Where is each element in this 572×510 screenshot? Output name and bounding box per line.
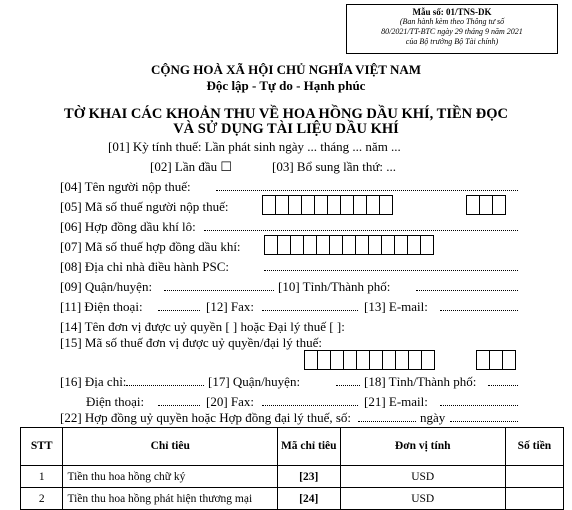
nation-heading: CỘNG HOÀ XÃ HỘI CHỦ NGHĨA VIỆT NAM (150, 62, 422, 77)
agent-province-input[interactable] (488, 376, 518, 386)
motto: Độc lập - Tự do - Hạnh phúc (206, 78, 366, 93)
supplement-field: [03] Bổ sung lần thứ: ... (272, 159, 397, 174)
district-input[interactable] (164, 281, 274, 291)
taxpayer-tin-boxes[interactable] (262, 195, 392, 215)
province-label: [10] Tỉnh/Thành phố: (278, 279, 391, 294)
province-input[interactable] (416, 281, 518, 291)
table-row (21, 488, 564, 510)
row-amount[interactable] (505, 488, 563, 510)
row-amount[interactable] (505, 466, 563, 488)
oil-contract-block-label: [06] Hợp đồng dầu khí lô: (60, 219, 196, 234)
agent-tin-suffix-boxes[interactable] (476, 350, 515, 370)
email-input[interactable] (440, 301, 518, 311)
first-time-checkbox[interactable]: [02] Lần đầu ☐ (150, 159, 233, 174)
fax-label: [12] Fax: (206, 299, 255, 314)
table-header-row (21, 428, 564, 466)
psc-address-label: [08] Địa chỉ nhà điều hành PSC: (60, 259, 229, 274)
fax-input[interactable] (262, 301, 358, 311)
row-stt: 2 (21, 488, 63, 510)
agent-address-input[interactable] (126, 376, 204, 386)
form-note-line3: của Bộ trưởng Bộ Tài chính) (405, 37, 499, 46)
col-indicator: Chỉ tiêu (63, 428, 278, 466)
agent-district-input[interactable] (336, 376, 360, 386)
taxpayer-tin-label: [05] Mã số thuế người nộp thuế: (60, 199, 229, 214)
table-row (21, 466, 564, 488)
form-code-box (346, 4, 558, 54)
phone-input[interactable] (158, 301, 200, 311)
agent-fax-label: [20] Fax: (206, 394, 255, 409)
agency-contract-label: [22] Hợp đồng uỷ quyền hoặc Hợp đồng đại lý thuế, số: (60, 410, 352, 425)
agency-contract-number-input[interactable] (358, 412, 416, 422)
oil-contract-tin-boxes[interactable] (264, 235, 433, 255)
col-amount: Số tiền (505, 428, 563, 466)
agent-tin-boxes[interactable] (304, 350, 434, 370)
agent-province-label: [18] Tỉnh/Thành phố: (364, 374, 477, 389)
form-note-line1: (Ban hành kèm theo Thông tư số (399, 17, 505, 26)
row-label: Tiền thu hoa hồng chữ ký (63, 466, 278, 488)
form-title-line1: TỜ KHAI CÁC KHOẢN THU VỀ HOA HỒNG DẦU KHÍ, TIỀN ĐỌC (64, 106, 508, 122)
oil-contract-block-input[interactable] (204, 221, 518, 231)
col-code: Mã chỉ tiêu (277, 428, 340, 466)
col-unit: Đơn vị tính (340, 428, 505, 466)
row-code: [23] (277, 466, 340, 488)
agent-email-input[interactable] (440, 396, 518, 406)
form-note-line2: 80/2021/TT-BTC ngày 29 tháng 9 năm 2021 (381, 27, 523, 36)
form-code: Mẫu số: 01/TNS-DK (412, 7, 492, 17)
email-label: [13] E-mail: (364, 299, 428, 314)
taxpayer-name-input[interactable] (216, 181, 518, 191)
agency-contract-date-label: ngày (420, 410, 446, 425)
taxpayer-name-label: [04] Tên người nộp thuế: (60, 179, 191, 194)
revenue-table (20, 427, 564, 510)
phone-label: [11] Điện thoại: (60, 299, 143, 314)
row-unit: USD (340, 488, 505, 510)
oil-contract-tin-label: [07] Mã số thuế hợp đồng dầu khí: (60, 239, 241, 254)
district-label: [09] Quận/huyện: (60, 279, 153, 294)
agency-contract-date-input[interactable] (450, 412, 518, 422)
row-unit: USD (340, 466, 505, 488)
psc-address-input[interactable] (264, 261, 518, 271)
form-title-line2: VÀ SỬ DỤNG TÀI LIỆU DẦU KHÍ (173, 121, 399, 137)
agent-email-label: [21] E-mail: (364, 394, 428, 409)
agent-tin-label: [15] Mã số thuế đơn vị được uỷ quyền/đại lý thuế: (60, 335, 322, 350)
agent-phone-label: Điện thoại: (86, 394, 145, 409)
agent-fax-input[interactable] (262, 396, 358, 406)
tax-period-field: [01] Kỳ tính thuế: Lần phát sinh ngày ... tháng ... năm ... (108, 139, 401, 154)
agent-district-label: [17] Quận/huyện: (208, 374, 301, 389)
taxpayer-tin-suffix-boxes[interactable] (466, 195, 505, 215)
row-code: [24] (277, 488, 340, 510)
agent-phone-input[interactable] (158, 396, 200, 406)
row-stt: 1 (21, 466, 63, 488)
col-stt: STT (21, 428, 63, 466)
agent-address-label: [16] Địa chỉ: (60, 374, 127, 389)
row-label: Tiền thu hoa hồng phát hiện thương mại (63, 488, 278, 510)
authorized-unit-label: [14] Tên đơn vị được uỷ quyền [ ] hoặc Đại lý thuế [ ]: (60, 319, 345, 334)
